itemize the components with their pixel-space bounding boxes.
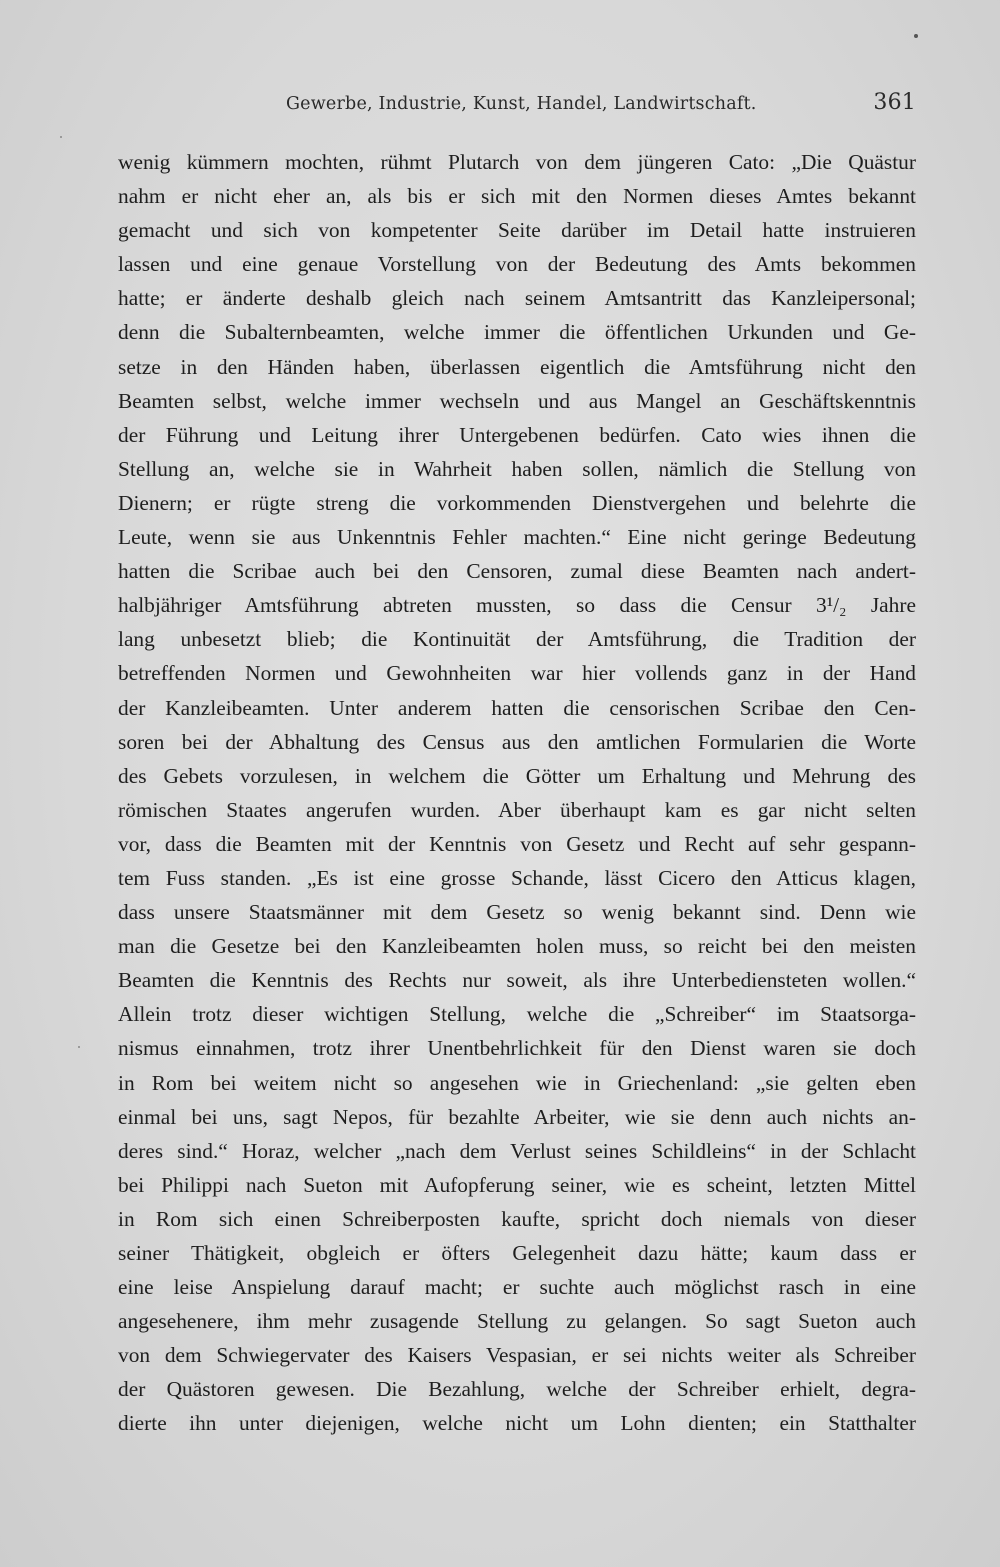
text-line: hatten die Scribae auch bei den Censoren, zumal diese Beamten nach andert- [118, 559, 916, 584]
text-line: in Rom bei weitem nicht so angesehen wie in Griechenland: „sie gelten eben [118, 1070, 916, 1095]
running-head [286, 90, 916, 124]
text-line: nahm er nicht eher an, als bis er sich mit den Normen dieses Amtes bekannt [118, 184, 916, 209]
text-line: dierte ihn unter diejenigen, welche nicht um Lohn dienten; ein Statthalter [118, 1411, 916, 1436]
text-line: betreffenden Normen und Gewohnheiten war hier vollends ganz in der Hand [118, 661, 916, 686]
text-line: seiner Thätigkeit, obgleich er öfters Gelegenheit dazu hätte; kaum dass er [118, 1241, 916, 1265]
text-line: halbjähriger Amtsführung abtreten mussten, so dass die Censur 3¹/₂ Jahre [118, 593, 916, 618]
text-line: setze in den Händen haben, überlassen eigentlich die Amtsführung nicht den [118, 354, 916, 379]
text-line: dass unsere Staatsmänner mit dem Gesetz so wenig bekannt sind. Denn wie [118, 900, 916, 925]
text-line: angesehenere, ihm mehr zusagende Stellung zu gelangen. So sagt Sueton auch [118, 1309, 916, 1334]
text-line: der Führung und Leitung ihrer Untergebenen bedürfen. Cato wies ihnen die [118, 422, 916, 447]
text-line: lassen und eine genaue Vorstellung von der Bedeutung des Amts bekommen [118, 252, 916, 277]
text-line: römischen Staates angerufen wurden. Aber überhaupt kam es gar nicht selten [118, 797, 916, 822]
text-line: der Kanzleibeamten. Unter anderem hatten die censorischen Scribae den Cen- [118, 695, 916, 720]
text-line: bei Philippi nach Sueton mit Aufopferung seiner, wie es scheint, letzten Mittel [118, 1172, 916, 1197]
text-line: wenig kümmern mochten, rühmt Plutarch von dem jüngeren Cato: „Die Quästur [118, 150, 916, 174]
text-line: denn die Subalternbeamten, welche immer die öffentlichen Urkunden und Ge- [118, 320, 916, 345]
text-line: vor, dass die Beamten mit der Kenntnis von Gesetz und Recht auf sehr gespann- [118, 831, 916, 856]
scan-speck [60, 136, 62, 138]
text-line: in Rom sich einen Schreiberposten kaufte, spricht doch niemals von dieser [118, 1206, 916, 1231]
text-line: der Quästoren gewesen. Die Bezahlung, welche der Schreiber erhielt, degra- [118, 1377, 916, 1402]
page-number: 361 [873, 90, 916, 115]
text-line: lang unbesetzt blieb; die Kontinuität der Amtsführung, die Tradition der [118, 627, 916, 652]
text-line: nismus einnahmen, trotz ihrer Unentbehrlichkeit für den Dienst waren sie doch [118, 1036, 916, 1061]
text-line: man die Gesetze bei den Kanzleibeamten holen muss, so reicht bei den meisten [118, 934, 916, 959]
text-line: von dem Schwiegervater des Kaisers Vespasian, er sei nichts weiter als Schreiber [118, 1343, 916, 1368]
text-line: Dienern; er rügte streng die vorkommenden Dienstvergehen und belehrte die [118, 490, 916, 515]
text-line: Beamten selbst, welche immer wechseln und aus Mangel an Geschäftskenntnis [118, 388, 916, 413]
text-line: Leute, wenn sie aus Unkenntnis Fehler machten.“ Eine nicht geringe Bedeutung [118, 525, 916, 550]
text-line: einmal bei uns, sagt Nepos, für bezahlte Arbeiter, wie sie denn auch nichts an- [118, 1104, 916, 1129]
body-text [118, 145, 916, 1441]
scan-speck [914, 34, 918, 38]
text-line: gemacht und sich von kompetenter Seite darüber im Detail hatte instruieren [118, 218, 916, 243]
text-line: des Gebets vorzulesen, in welchem die Götter um Erhaltung und Mehrung des [118, 763, 916, 788]
running-title: Gewerbe, Industrie, Kunst, Handel, Landwirtschaft. [286, 94, 757, 114]
text-line: eine leise Anspielung darauf macht; er suchte auch möglichst rasch in eine [118, 1275, 916, 1300]
text-line: Beamten die Kenntnis des Rechts nur soweit, als ihre Unterbediensteten wollen.“ [118, 968, 916, 993]
text-line: Stellung an, welche sie in Wahrheit haben sollen, nämlich die Stellung von [118, 456, 916, 481]
text-line: soren bei der Abhaltung des Census aus den amtlichen Formularien die Worte [118, 729, 916, 754]
text-line: tem Fuss standen. „Es ist eine grosse Schande, lässt Cicero den Atticus klagen, [118, 865, 916, 890]
text-line: deres sind.“ Horaz, welcher „nach dem Verlust seines Schildleins“ in der Schlacht [118, 1138, 916, 1163]
text-line: hatte; er änderte deshalb gleich nach seinem Amtsantritt das Kanzleipersonal; [118, 286, 916, 311]
text-line: Allein trotz dieser wichtigen Stellung, welche die „Schreiber“ im Staatsorga- [118, 1002, 916, 1027]
scan-speck [78, 1046, 80, 1048]
